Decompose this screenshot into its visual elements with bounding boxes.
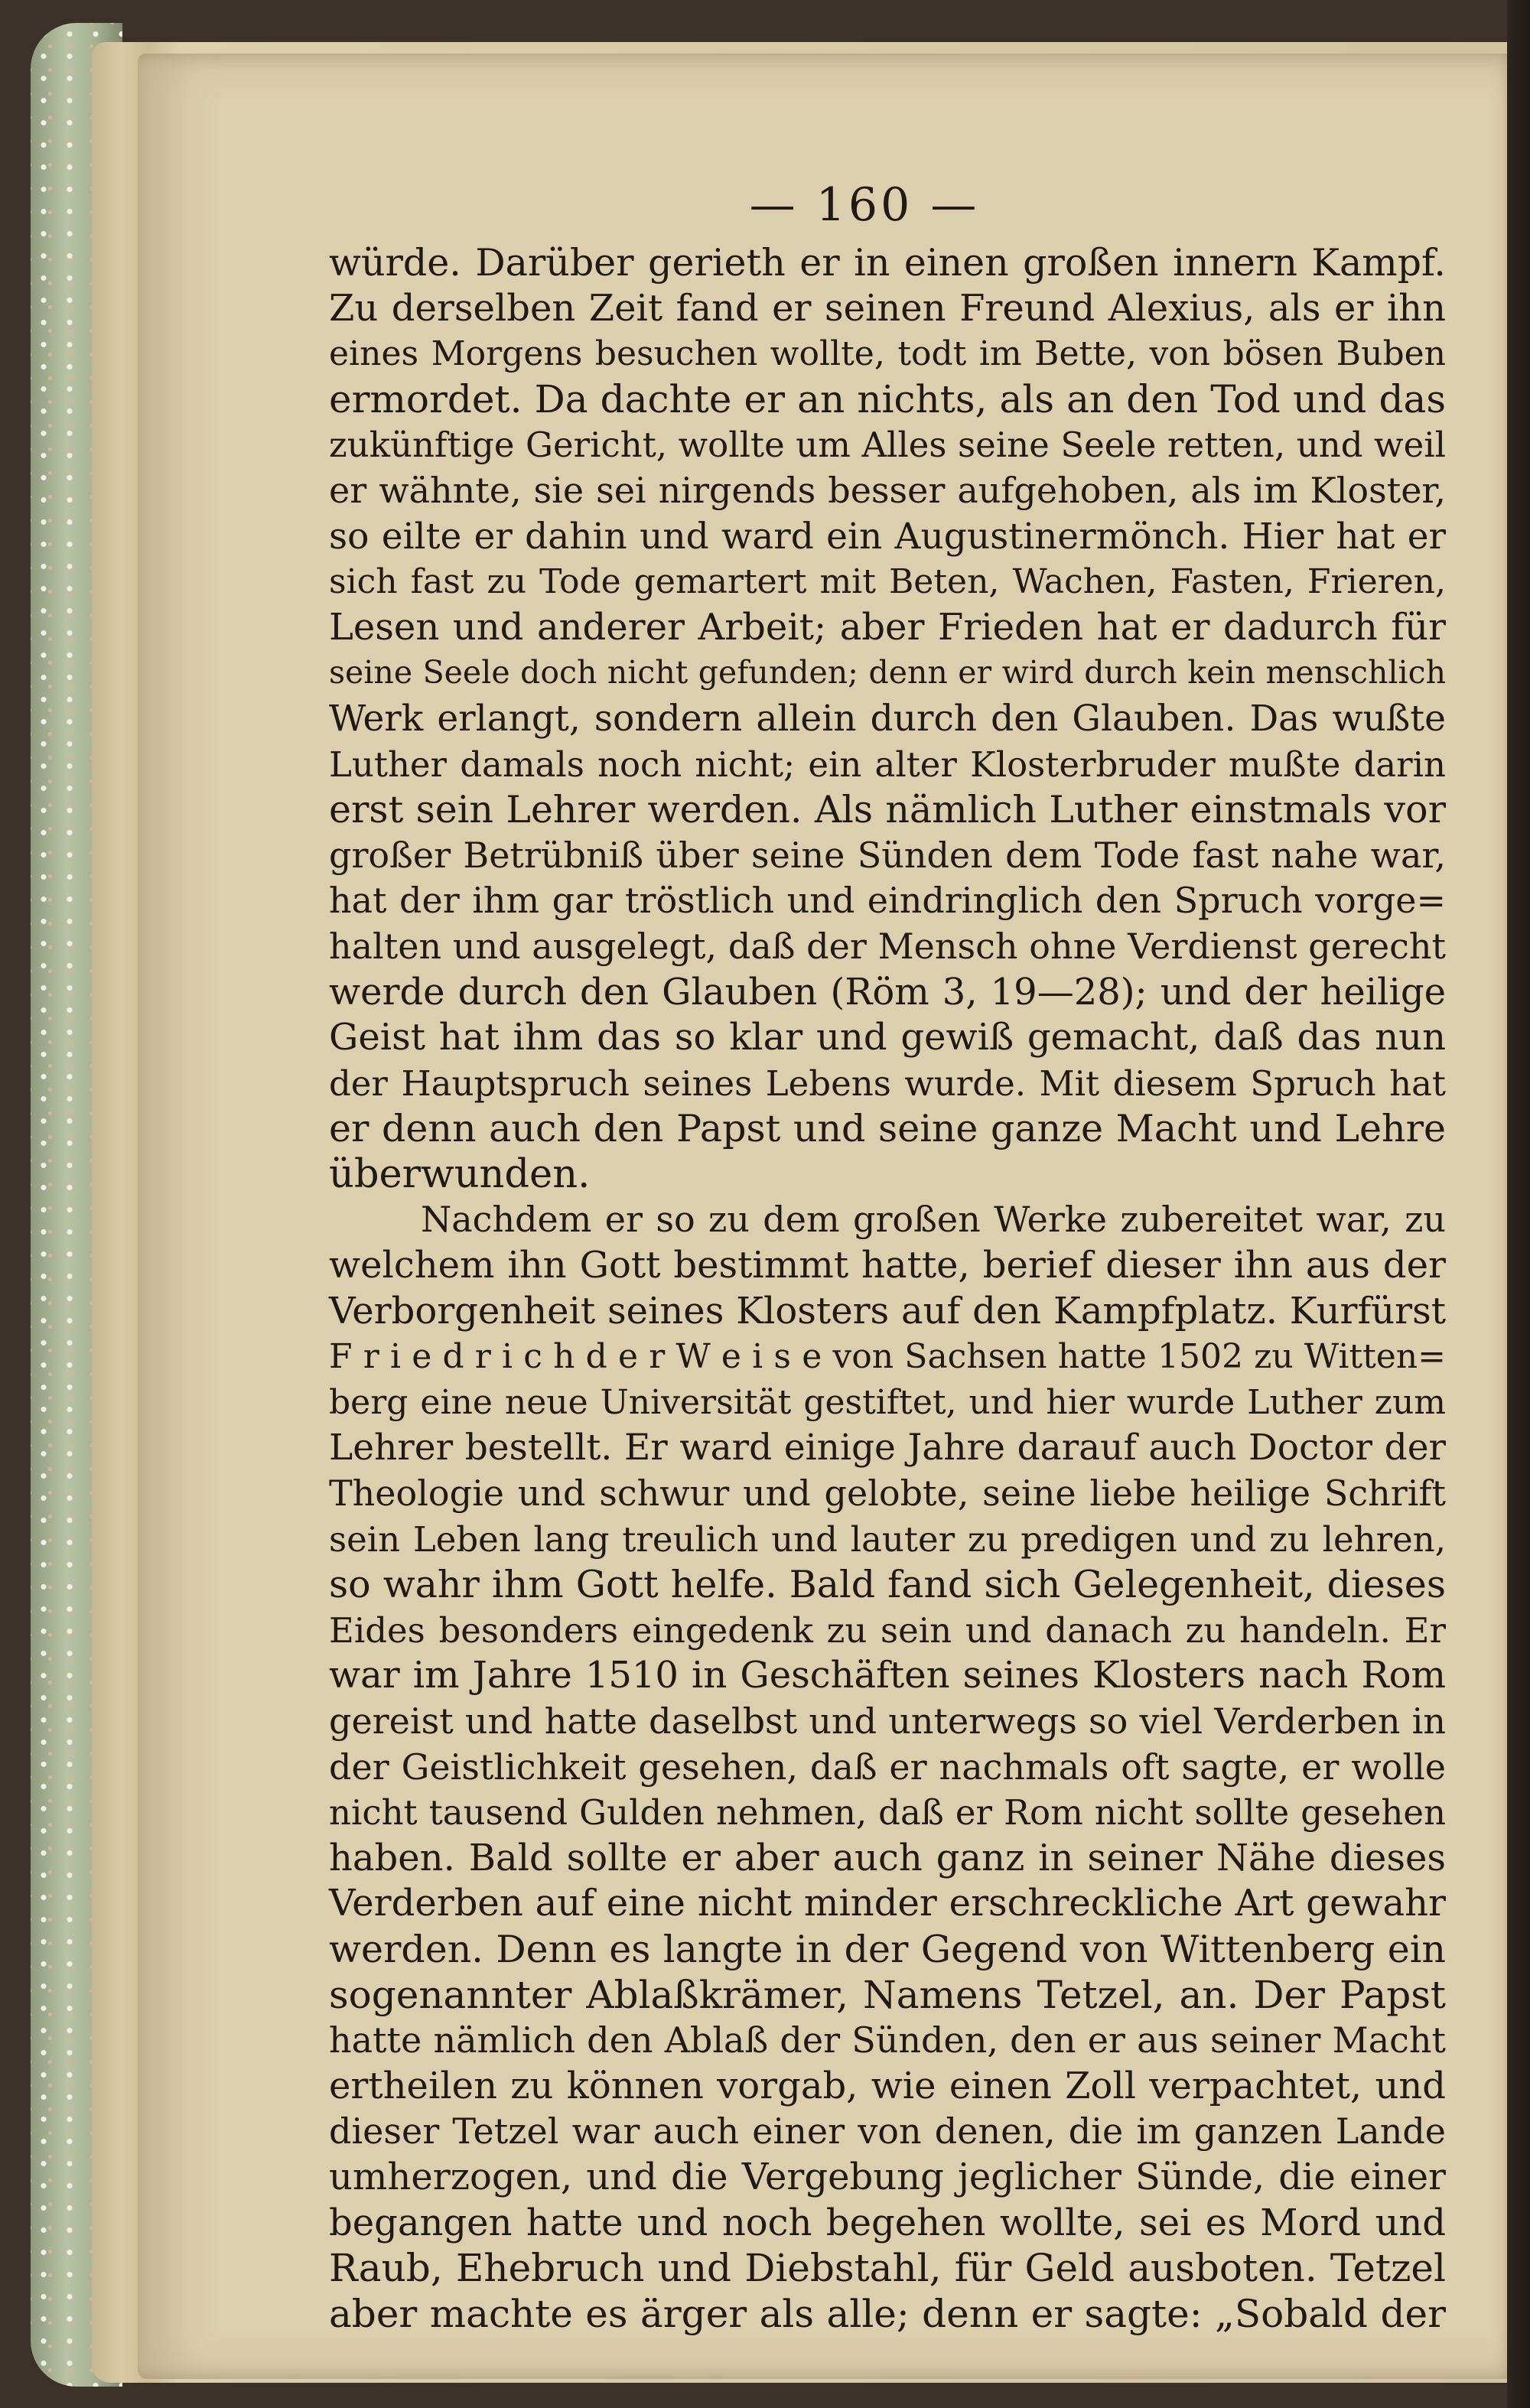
text-line: umherzogen, und die Vergebung jeglicher Sünde, die einer (329, 2155, 1446, 2198)
text-line: werde durch den Glauben (Röm 3, 19—28); und der heilige (329, 970, 1446, 1014)
text-line: begangen hatte und noch begehen wollte, sei es Mord und (329, 2201, 1446, 2244)
text-line: haben. Bald sollte er aber auch ganz in seiner Nähe dieses (329, 1836, 1446, 1879)
binding-shadow (1507, 0, 1530, 2408)
text-line: dieser Tetzel war auch einer von denen, die im ganzen Lande (329, 2110, 1446, 2153)
text-line: Raub, Ehebruch und Diebstahl, für Geld ausboten. Tetzel (329, 2246, 1446, 2291)
text-line: Verderben auf eine nicht minder erschreckliche Art gewahr (329, 1882, 1446, 1925)
text-line: erst sein Lehrer werden. Als nämlich Luther einstmals vor (329, 788, 1446, 832)
text-line: Zu derselben Zeit fand er seinen Freund Alexius, als er ihn (329, 286, 1446, 330)
text-line: Lesen und anderer Arbeit; aber Frieden hat er dadurch für (329, 605, 1446, 649)
text-line: Theologie und schwur und gelobte, seine liebe heilige Schrift (329, 1472, 1446, 1515)
text-line: Geist hat ihm das so klar und gewiß gemacht, daß das nun (329, 1016, 1446, 1059)
text-line: sogenannter Ablaßkrämer, Namens Tetzel, an. Der Papst (329, 1972, 1446, 2017)
text-line: sich fast zu Tode gemartert mit Beten, Wachen, Fasten, Frieren, (329, 562, 1446, 602)
text-line: nicht tausend Gulden nehmen, daß er Rom nicht sollte gesehen (329, 1792, 1446, 1834)
text-line: hatte nämlich den Ablaß der Sünden, den er aus seiner Macht (329, 2019, 1446, 2061)
text-line: so wahr ihm Gott helfe. Bald fand sich Gelegenheit, dieses (329, 1563, 1446, 1607)
text-line: F r i e d r i c h d e r W e i s e von Sachsen hatte 1502 zu Witten= (329, 1337, 1446, 1377)
text-line: hat der ihm gar tröstlich und eindringlich den Spruch vorge= (329, 880, 1446, 922)
text-line: sein Leben lang treulich und lauter zu predigen und zu lehren, (329, 1518, 1446, 1560)
text-line: Eides besonders eingedenk zu sein und danach zu handeln. Er (329, 1609, 1446, 1651)
text-line: er wähnte, sie sei nirgends besser aufgehoben, als im Kloster, (329, 469, 1446, 511)
text-line: der Geistlichkeit gesehen, daß er nachmals oft sagte, er wolle (329, 1746, 1446, 1788)
text-line: er denn auch den Papst und seine ganze Macht und Lehre (329, 1107, 1446, 1151)
text-line: berg eine neue Universität gestiftet, und hier wurde Luther zum (329, 1382, 1446, 1422)
text-line: würde. Darüber gerieth er in einen großen innern Kampf. (329, 241, 1446, 285)
text-line: halten und ausgelegt, daß der Mensch ohne Verdienst gerecht (329, 925, 1446, 967)
text-line: zukünftige Gericht, wollte um Alles seine Seele retten, und weil (329, 425, 1446, 466)
page-number: — 160 — (749, 178, 980, 232)
text-line: werden. Denn es langte in der Gegend von Wittenberg ein (329, 1927, 1446, 1971)
text-line: welchem ihn Gott bestimmt hatte, berief dieser ihn aus der (329, 1244, 1446, 1287)
text-line: Nachdem er so zu dem großen Werke zubereitet war, zu (421, 1199, 1446, 1241)
text-line: großer Betrübniß über seine Sünden dem Tode fast nahe war, (329, 834, 1446, 876)
text-line: seine Seele doch nicht gefunden; denn er wird durch kein menschlich (329, 654, 1446, 691)
text-line: überwunden. (329, 1151, 591, 1197)
text-line: aber machte es ärger als alle; denn er sagte: „Sobald der (329, 2291, 1446, 2336)
page-text (329, 174, 1446, 2337)
text-line: eines Morgens besuchen wollte, todt im Bette, von bösen Buben (329, 334, 1446, 374)
text-line: so eilte er dahin und ward ein Augustinermönch. Hier hat er (329, 515, 1446, 558)
text-line: Verborgenheit seines Klosters auf den Kampfplatz. Kurfürst (329, 1289, 1446, 1333)
text-line: der Hauptspruch seines Lebens wurde. Mit diesem Spruch hat (329, 1062, 1446, 1104)
text-line: ertheilen zu können vorgab, wie einen Zoll verpachtet, und (329, 2064, 1446, 2107)
text-line: gereist und hatte daselbst und unterwegs so viel Verderben in (329, 1700, 1446, 1742)
text-line: ermordet. Da dachte er an nichts, als an den Tod und das (329, 376, 1446, 421)
text-line: Werk erlangt, sondern allein durch den Glauben. Das wußte (329, 697, 1446, 740)
text-line: Luther damals noch nicht; ein alter Klosterbruder mußte darin (329, 744, 1446, 785)
text-line: Lehrer bestellt. Er ward einige Jahre darauf auch Doctor der (329, 1427, 1446, 1469)
text-line: war im Jahre 1510 in Geschäften seines Klosters nach Rom (329, 1654, 1446, 1697)
